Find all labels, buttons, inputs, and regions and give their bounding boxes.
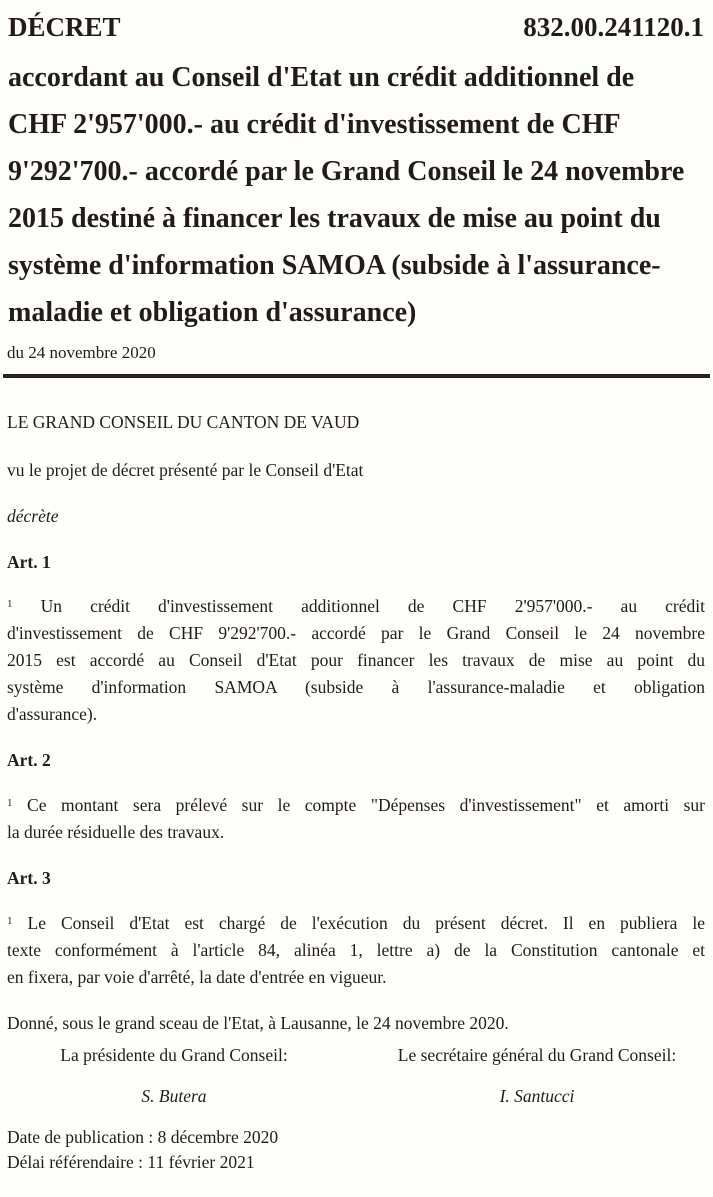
title-line: accordant au Conseil d'Etat un crédit additionnel de	[8, 62, 635, 93]
article-line: texte conformément à l'article 84, alinéa 1, lettre a) de la Constitution cantonale et	[7, 940, 705, 960]
title-line: 2015 destiné à financer les travaux de mise au point du	[8, 203, 661, 234]
document-type: DÉCRET	[8, 12, 121, 42]
article-title: Art. 2	[7, 750, 51, 770]
article-line	[7, 795, 705, 816]
article-line: 2015 est accordé au Conseil d'Etat pour financer les travaux de mise au point du	[7, 650, 705, 670]
given-clause: Donné, sous le grand sceau de l'Etat, à Lausanne, le 24 novembre 2020.	[7, 1013, 509, 1033]
article-line: système d'information SAMOA (subside à l'assurance-maladie et obligation	[7, 677, 705, 697]
article-line: d'investissement de CHF 9'292'700.- accordé par le Grand Conseil le 24 novembre	[7, 623, 705, 643]
article-title: Art. 3	[7, 868, 51, 888]
article-line: en fixera, par voie d'arrêté, la date d'entrée en vigueur.	[7, 967, 387, 987]
signatory-name-secretary: I. Santucci	[499, 1086, 575, 1106]
article-line	[7, 596, 705, 617]
article-line: d'assurance).	[7, 704, 98, 724]
title-line: maladie et obligation d'assurance)	[8, 297, 417, 328]
decrees-clause: décrète	[7, 506, 59, 526]
title-line: 9'292'700.- accordé par le Grand Conseil le 24 novembre	[8, 156, 685, 187]
signatory-name-president: S. Butera	[141, 1086, 207, 1106]
signatory-role-president: La présidente du Grand Conseil:	[60, 1045, 288, 1065]
paragraph-number: 1	[7, 915, 13, 927]
considering-clause: vu le projet de décret présenté par le Conseil d'Etat	[7, 460, 364, 480]
enacting-authority: LE GRAND CONSEIL DU CANTON DE VAUD	[7, 412, 360, 432]
signatory-role-secretary: Le secrétaire général du Grand Conseil:	[397, 1045, 677, 1065]
paragraph-number: 1	[7, 598, 13, 610]
article-line: la durée résiduelle des travaux.	[7, 822, 225, 842]
decree-date: du 24 novembre 2020	[7, 343, 156, 362]
article-line	[7, 913, 705, 934]
header-divider	[3, 374, 710, 378]
title-line: CHF 2'957'000.- au crédit d'investissement de CHF	[8, 109, 621, 140]
referendum-deadline: Délai référendaire : 11 février 2021	[7, 1152, 255, 1172]
publication-date: Date de publication : 8 décembre 2020	[7, 1127, 279, 1147]
article-text: Un crédit d'investissement additionnel de CHF 2'957'000.- au crédit	[40, 596, 705, 616]
article-title: Art. 1	[7, 552, 51, 572]
document-reference: 832.00.241120.1	[523, 12, 704, 42]
paragraph-number: 1	[7, 797, 13, 809]
article-text: Ce montant sera prélevé sur le compte "Dépenses d'investissement" et amorti sur	[27, 795, 705, 815]
title-line: système d'information SAMOA (subside à l'assurance-	[8, 250, 661, 281]
article-text: Le Conseil d'Etat est chargé de l'exécution du présent décret. Il en publiera le	[27, 913, 705, 933]
